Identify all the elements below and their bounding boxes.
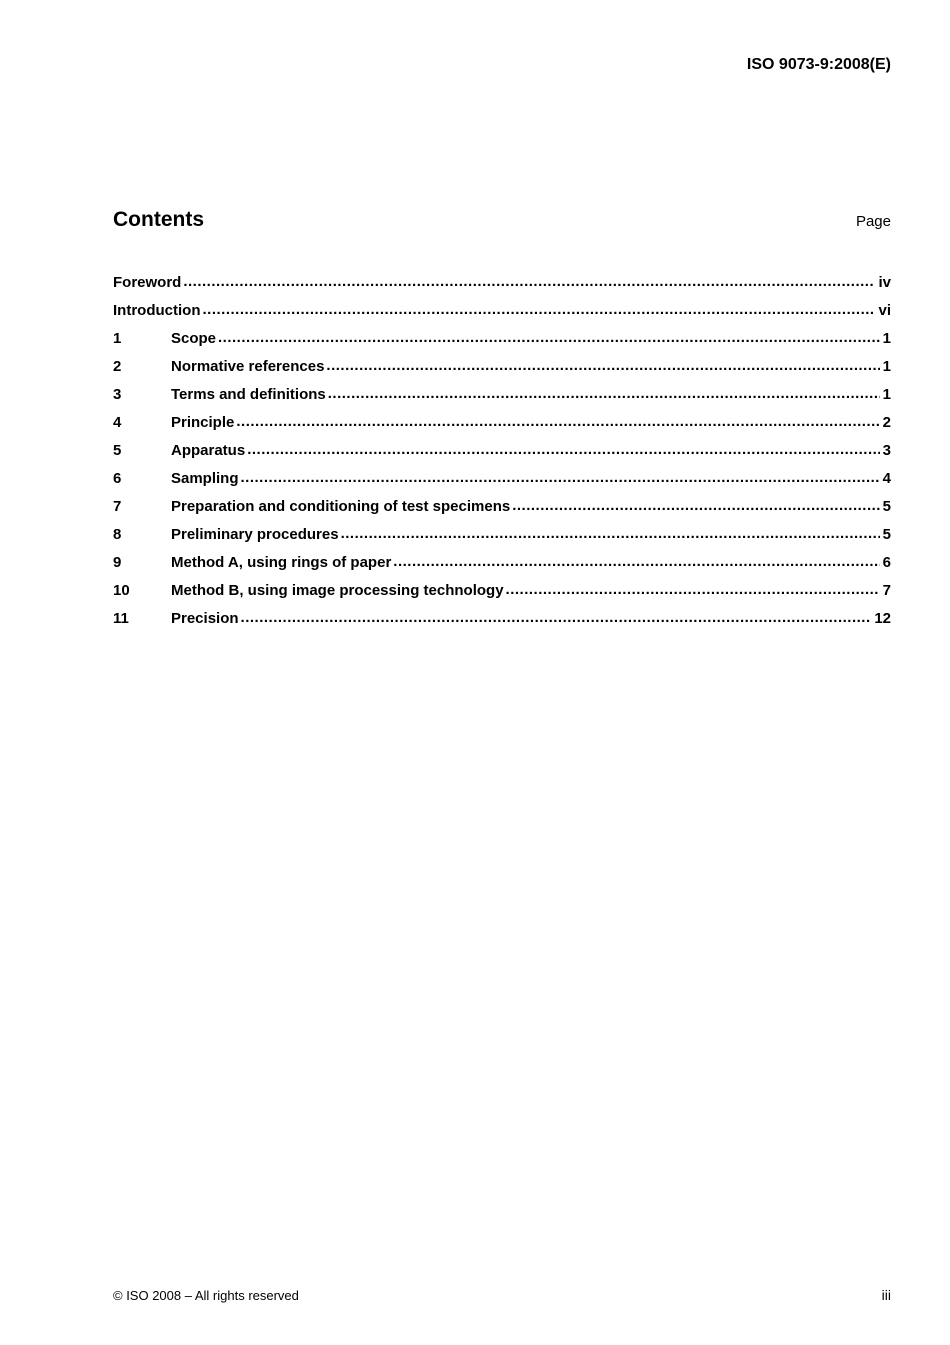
dot-leader [241,609,872,627]
toc-entry-number: 7 [113,497,122,515]
dot-leader [241,469,880,487]
dot-leader [236,413,879,431]
toc-entry-sampling[interactable] [113,464,891,492]
toc-entry-number: 3 [113,385,122,403]
contents-title: Contents [113,208,204,231]
page-number: iii [881,1287,891,1303]
toc-entry-page: vi [878,301,891,319]
page-column-label: Page [855,213,891,230]
toc-entry-title: Introduction [113,301,201,319]
toc-entry-title: Apparatus [171,441,246,459]
toc-entry-number: 8 [113,525,122,543]
dot-leader [506,581,880,599]
toc-entry-number: 2 [113,357,122,375]
toc-entry-method-b[interactable] [113,576,891,604]
toc-entry-page: 3 [882,441,891,459]
toc-entry-preparation[interactable] [113,492,891,520]
toc-entry-number: 6 [113,469,122,487]
toc-entry-number: 5 [113,441,122,459]
toc-entry-title: Foreword [113,273,182,291]
toc-entry-title: Method A, using rings of paper [171,553,392,571]
toc-entry-foreword[interactable] [113,268,891,296]
toc-entry-preliminary-procedures[interactable] [113,520,891,548]
toc-entry-introduction[interactable] [113,296,891,324]
toc-entry-title: Precision [171,609,239,627]
copyright-notice: © ISO 2008 – All rights reserved [113,1288,299,1303]
toc-entry-title: Normative references [171,357,325,375]
dot-leader [183,273,875,291]
toc-entry-precision[interactable] [113,604,891,632]
toc-entry-title: Terms and definitions [171,385,326,403]
toc-entry-page: 1 [882,357,891,375]
toc-entry-page: 12 [874,609,891,627]
dot-leader [202,301,875,319]
toc-entry-number: 9 [113,553,122,571]
toc-entry-title: Sampling [171,469,239,487]
toc-entry-apparatus[interactable] [113,436,891,464]
toc-entry-page: 1 [882,329,891,347]
toc-entry-number: 11 [113,609,129,627]
toc-entry-title: Preliminary procedures [171,525,339,543]
toc-entry-page: iv [878,273,891,291]
toc-entry-number: 4 [113,413,122,431]
toc-entry-page: 5 [882,525,891,543]
toc-entry-page: 6 [882,553,891,571]
table-of-contents [113,268,891,632]
toc-entry-scope[interactable] [113,324,891,352]
dot-leader [341,525,880,543]
dot-leader [512,497,879,515]
toc-entry-page: 4 [882,469,891,487]
toc-entry-method-a[interactable] [113,548,891,576]
toc-entry-number: 10 [113,581,130,599]
toc-entry-title: Scope [171,329,217,347]
toc-entry-page: 7 [882,581,891,599]
toc-entry-title: Preparation and conditioning of test specimens [171,497,511,515]
contents-header [113,208,891,232]
toc-entry-principle[interactable] [113,408,891,436]
dot-leader [247,441,879,459]
toc-entry-page: 1 [882,385,891,403]
dot-leader [328,385,880,403]
toc-entry-title: Principle [171,413,235,431]
dot-leader [326,357,879,375]
document-id: ISO 9073-9:2008(E) [746,56,891,73]
dot-leader [393,553,879,571]
toc-entry-page: 2 [882,413,891,431]
toc-entry-terms-and-definitions[interactable] [113,380,891,408]
toc-entry-page: 5 [882,497,891,515]
toc-entry-normative-references[interactable] [113,352,891,380]
dot-leader [218,329,880,347]
toc-entry-title: Method B, using image processing technology [171,581,504,599]
toc-entry-number: 1 [113,329,122,347]
